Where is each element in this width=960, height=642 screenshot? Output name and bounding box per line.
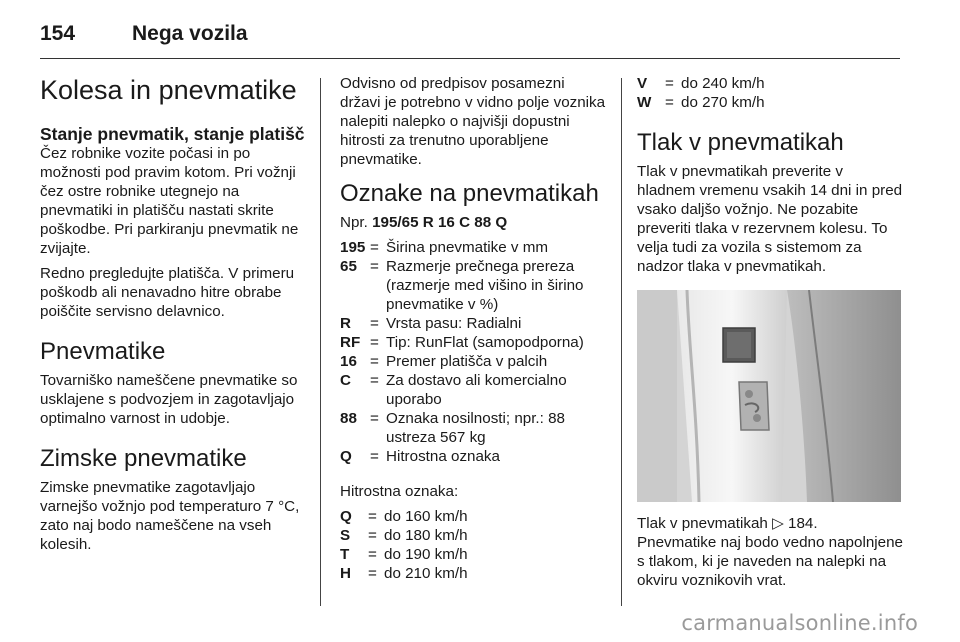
heading-tyre-markings: Oznake na pnevmatikah	[340, 180, 599, 207]
chapter-title: Kolesa in pnevmatike	[40, 75, 297, 105]
paragraph: Čez robnike vozite počasi in po možnosti pod pravim kotom. Pri vožnji čez ostre robnike utegnejo na pnevmatiki in platišču nastati skrite poškodbe. Pri parkiranju pnevmatik ne zvijajte.	[40, 145, 299, 257]
code-row: Q = Hitrostna oznaka	[340, 448, 500, 465]
page-reference[interactable]: 184.	[788, 515, 818, 532]
code-row: 88 = Oznaka nosilnosti; npr.: 88 ustreza 567 kg	[340, 410, 565, 446]
section-title: Nega vozila	[132, 22, 248, 45]
heading-tyre-condition: Stanje pnevmatik, stanje platišč	[40, 124, 305, 144]
example-prefix: Npr.	[340, 214, 368, 231]
paragraph: Zimske pnevmatike zagotavljajo varnejšo vožnjo pod temperaturo 7 °C, zato naj bodo nameščene na vseh kolesih.	[40, 479, 300, 553]
code-row: RF = Tip: RunFlat (samopodporna)	[340, 334, 584, 351]
example-code: 195/65 R 16 C 88 Q	[372, 214, 508, 231]
code-list	[340, 238, 608, 466]
speed-row: S = do 180 km/h	[340, 527, 468, 544]
heading-tyres: Pnevmatike	[40, 338, 166, 365]
speed-list	[340, 507, 608, 583]
example-line	[340, 213, 608, 232]
page-number: 154	[40, 22, 76, 45]
paragraph: Tovarniško nameščene pnevmatike so usklajene s podvozjem in zagotavljajo optimalno varnost in udobje.	[40, 372, 298, 427]
code-row: 16 = Premer platišča v palcih	[340, 353, 548, 370]
code-row: R = Vrsta pasu: Radialni	[340, 315, 522, 332]
watermark: carmanualsonline.info	[681, 611, 918, 635]
column-1	[40, 74, 308, 560]
column-2	[340, 74, 608, 583]
heading-tyre-pressure: Tlak v pnevmatikah	[637, 129, 844, 156]
speed-row: W = do 270 km/h	[637, 94, 765, 111]
speed-row: T = do 190 km/h	[340, 546, 468, 563]
door-frame-photo	[637, 290, 901, 502]
speed-row: V = do 240 km/h	[637, 75, 765, 92]
speed-label: Hitrostna oznaka:	[340, 483, 459, 500]
speed-list-continued	[637, 74, 903, 112]
column-3	[637, 74, 903, 596]
code-row: 195 = Širina pnevmatike v mm	[340, 239, 549, 256]
page-header	[40, 14, 900, 59]
heading-winter-tyres: Zimske pnevmatike	[40, 445, 247, 472]
paragraph: Tlak v pnevmatikah preverite v hladnem vremenu vsakih 14 dni in pred vsako daljšo vožnjo. Ne pozabite preveriti tlaka v rezervnem kolesu. To velja tudi za vozila s sistemom za nadzor tlaka v pnevmatikah.	[637, 163, 903, 275]
speed-row: Q = do 160 km/h	[340, 508, 468, 525]
column-divider-2	[621, 78, 622, 606]
paragraph-with-ref: Tlak v pnevmatikah ▷ 184. Pnevmatike naj bodo vedno napolnjene s tlakom, ki je naveden na nalepki na okviru voznikovih vrat.	[637, 515, 903, 589]
paragraph: Redno pregledujte platišča. V primeru poškodb ali nenavadno hitre obrabe poiščite servisno delavnico.	[40, 265, 295, 320]
page-reference-icon: ▷	[772, 515, 784, 532]
column-divider-1	[320, 78, 321, 606]
paragraph: Odvisno od predpisov posamezni državi je potrebno v vidno polje voznika nalepiti nalepko o najvišji dopustni hitrosti za trenutno uporabljene pnevmatike.	[340, 75, 606, 168]
speed-row: H = do 210 km/h	[340, 565, 468, 582]
code-row: C = Za dostavo ali komercialno uporabo	[340, 372, 567, 408]
code-row: 65 = Razmerje prečnega prereza (razmerje med višino in širino pnevmatike v %)	[340, 258, 584, 313]
door-frame-illustration	[637, 290, 901, 502]
